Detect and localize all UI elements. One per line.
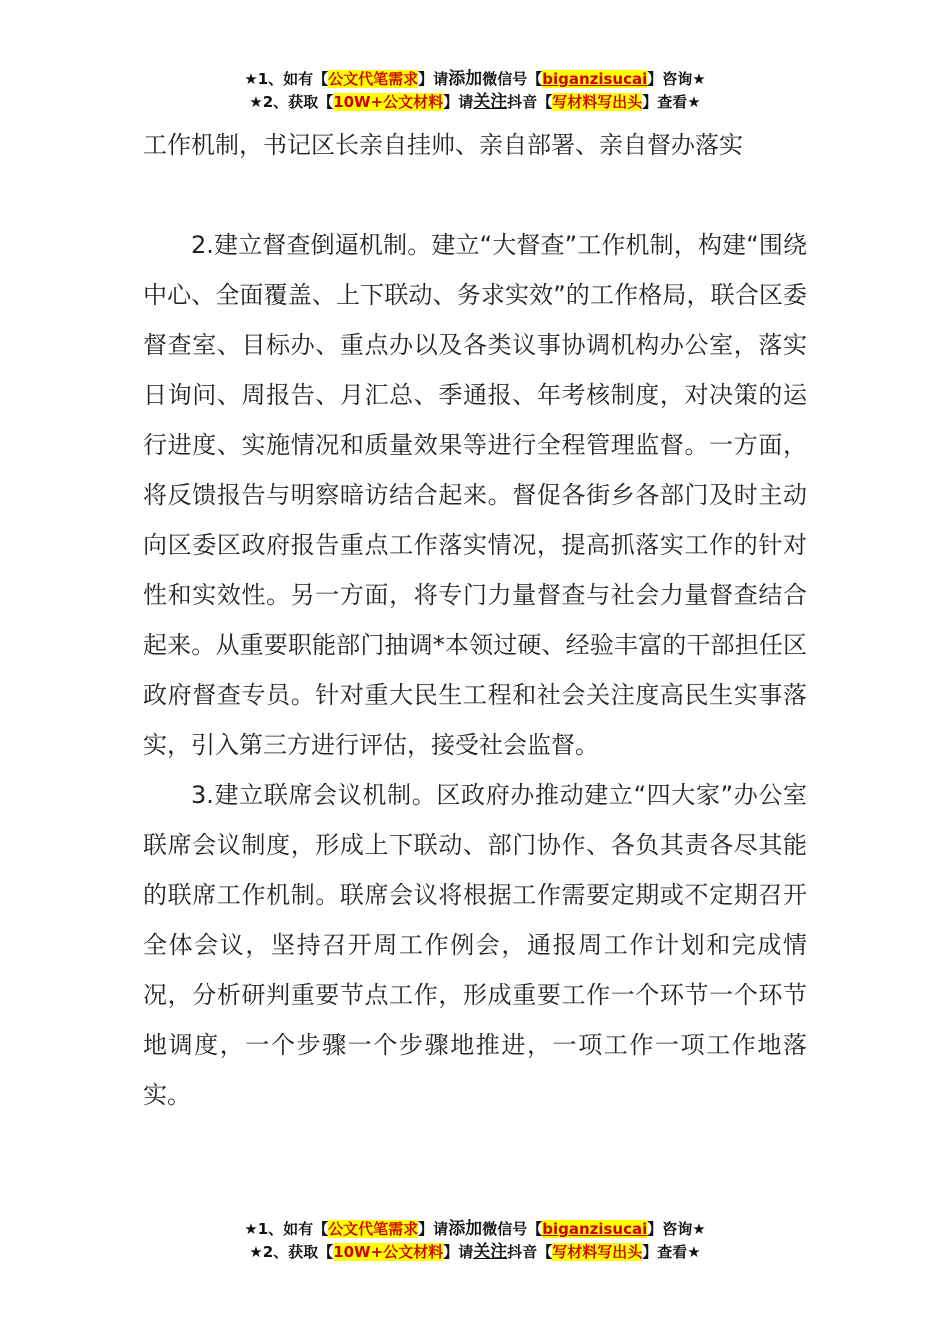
bottom-banner [0, 1218, 950, 1264]
top-banner [0, 68, 950, 114]
banner-highlight: 写材料写出头 [552, 1243, 643, 1261]
paragraph-joint-meeting-mechanism: 3.建立联席会议机制。区政府办推动建立“四大家”办公室联席会议制度，形成上下联动、部门协作、各负其责各尽其能的联席工作机制。联席会议将根据工作需要定期或不定期召开全体会议，坚持召开周工作例会，通报周工作计划和完成情况，分析研判重要节点工作，形成重要工作一个环节一个环节地调度，一个步骤一个步骤地推进，一项工作一项工作地落实。 [143, 781, 807, 1109]
banner-highlight: 公文代笔需求 [328, 1220, 419, 1238]
wechat-id-link[interactable]: biganzisucai [542, 1220, 648, 1238]
paragraph-continued: 工作机制，书记区长亲自挂帅、亲自部署、亲自督办落实 [143, 131, 743, 159]
banner-emphasis: 关注 [473, 1242, 508, 1262]
banner-text: 】请 [418, 1220, 449, 1238]
banner-text: 】咨询★ [647, 70, 706, 88]
document-body [143, 120, 807, 1120]
banner-line-1 [0, 68, 950, 91]
banner-text: ★1、如有【 [244, 1220, 329, 1238]
banner-highlight: 10W+公文材料 [333, 93, 444, 111]
banner-highlight: 公文代笔需求 [328, 70, 419, 88]
banner-highlight: 写材料写出头 [552, 93, 643, 111]
banner-text: 】咨询★ [647, 1220, 706, 1238]
banner-text: 微信号【 [482, 1220, 543, 1238]
banner-emphasis: 添加 [448, 69, 483, 89]
banner-text: 】查看★ [642, 1243, 701, 1261]
banner-text: ★2、获取【 [249, 1243, 334, 1261]
wechat-id-link[interactable]: biganzisucai [542, 70, 648, 88]
banner-line-2 [0, 91, 950, 114]
banner-text: 】请 [443, 93, 474, 111]
paragraph-supervision-mechanism: 2.建立督查倒逼机制。建立“大督查”工作机制，构建“围绕中心、全面覆盖、上下联动、务求实效”的工作格局，联合区委督查室、目标办、重点办以及各类议事协调机构办公室，落实日询问、周报告、月汇总、季通报、年考核制度，对决策的运行进度、实施情况和质量效果等进行全程管理监督。一方面，将反馈报告与明察暗访结合起来。督促各街乡各部门及时主动向区委区政府报告重点工作落实情况，提高抓落实工作的针对性和实效性。另一方面，将专门力量督查与社会力量督查结合起来。从重要职能部门抽调*本领过硬、经验丰富的干部担任区政府督查专员。针对重大民生工程和社会关注度高民生实事落实，引入第三方进行评估，接受社会监督。 [143, 231, 807, 759]
banner-highlight: 10W+公文材料 [333, 1243, 444, 1261]
banner-emphasis: 关注 [473, 92, 508, 112]
banner-text: 】请 [443, 1243, 474, 1261]
banner-text: 抖音【 [507, 1243, 553, 1261]
banner-text: ★1、如有【 [244, 70, 329, 88]
banner-text: 】请 [418, 70, 449, 88]
banner-emphasis: 添加 [448, 1219, 483, 1239]
banner-text: 微信号【 [482, 70, 543, 88]
banner-text: ★2、获取【 [249, 93, 334, 111]
banner-line-1 [0, 1218, 950, 1241]
banner-text: 】查看★ [642, 93, 701, 111]
banner-line-2 [0, 1241, 950, 1264]
banner-text: 抖音【 [507, 93, 553, 111]
